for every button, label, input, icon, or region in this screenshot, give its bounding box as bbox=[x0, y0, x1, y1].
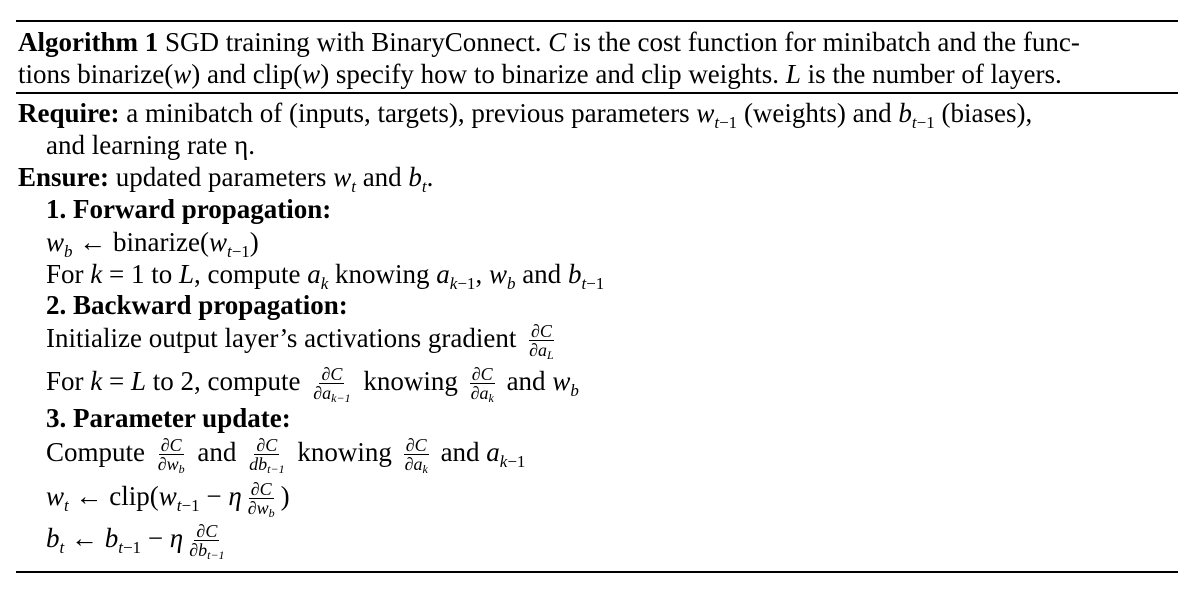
backward-loop-line: For k = L to 2, compute $\frac{\partial C}{\partial a_{k-1}}$ knowing $\frac{\partial C}{\partial a_k}$ and $w_b$ bbox=[46, 364, 579, 406]
backward-init-line bbox=[46, 321, 560, 363]
caption-text-2: is the cost function for minibatch and the func- bbox=[572, 27, 1080, 57]
knowing-1: knowing bbox=[363, 366, 458, 396]
knowing-2: knowing bbox=[297, 437, 392, 467]
frac-dC-dak: $\frac{\partial C}{\partial a_k}$ bbox=[470, 364, 494, 406]
caption-text-3: tions binarize( bbox=[18, 59, 174, 89]
caption-text-5: ) specify how to binarize and clip weights. bbox=[320, 59, 780, 89]
require-line: Require: a minibatch of (inputs, targets), previous parameters $w_{t-1}$ (weights) and $b_{t-1}$ (biases), bbox=[18, 98, 1033, 132]
and-2: and bbox=[506, 366, 546, 396]
require-text-2: (weights) and bbox=[743, 98, 892, 128]
top-rule bbox=[16, 20, 1178, 22]
forward-title: 1. Forward propagation: bbox=[46, 194, 332, 224]
init-text: Initialize output layer’s activations gradient bbox=[46, 323, 517, 353]
frac-dC-dak-1: $\frac{\partial C}{\partial a_{k-1}}$ bbox=[313, 364, 351, 406]
frac-dC-dbt-1: $\frac{\partial C}{db_{t-1}}$ bbox=[249, 435, 285, 477]
caption-text-6: is the number of layers. bbox=[807, 59, 1062, 89]
bottom-rule bbox=[16, 571, 1178, 573]
require-text-3: (biases), bbox=[941, 98, 1033, 128]
algorithm-caption-line-1: Algorithm 1 SGD training with BinaryConnect. C is the cost function for minibatch and the func- bbox=[18, 27, 1080, 57]
forward-loop-line: For k = 1 to L, compute $a_k$ knowing $a_{k-1}$, $w_b$ and $b_{t-1}$ bbox=[46, 259, 605, 293]
clip-label: clip( bbox=[109, 481, 159, 511]
update-compute-line: Compute $\frac{\partial C}{\partial w_b}$ and $\frac{\partial C}{db_{t-1}}$ knowing $\frac{\partial C}{\partial a_k}$ and $a_{k-1}$ bbox=[46, 435, 526, 477]
require-text-1: a minibatch of (inputs, targets), previous parameters bbox=[126, 98, 690, 128]
update-weight-line: $w_t$ ← $clip(w_{t-1} - \eta$ $\frac{\partial C}{\partial w_b}$ ) bbox=[46, 479, 290, 521]
backward-title: 2. Backward propagation: bbox=[46, 290, 348, 320]
algorithm-label: Algorithm 1 bbox=[18, 27, 159, 57]
require-label: Require: bbox=[18, 98, 120, 128]
and-4: and bbox=[440, 437, 480, 467]
algorithm-caption-line-2: tions binarize(w) and clip(w) specify how to binarize and clip weights. L is the number of layers. bbox=[18, 59, 1062, 89]
for-fwd-1: For bbox=[46, 259, 84, 289]
frac-dC-dwb-2: $\frac{\partial C}{\partial w_b}$ bbox=[247, 479, 275, 521]
and-1: and bbox=[522, 259, 562, 289]
binarize-label: binarize( bbox=[113, 227, 209, 257]
caption-text-1: SGD training with BinaryConnect. bbox=[164, 27, 542, 57]
update-title: 3. Parameter update: bbox=[46, 403, 291, 433]
frac-dC-dbt-1-2: $\frac{\partial C}{\partial b_{t-1}}$ bbox=[189, 521, 225, 563]
for-back-1: For bbox=[46, 366, 84, 396]
ensure-text-2: and bbox=[362, 162, 402, 192]
for-fwd-2: = 1 to bbox=[109, 259, 173, 289]
frac-dC-dak-2: $\frac{\partial C}{\partial a_k}$ bbox=[404, 435, 428, 477]
require-text-4: and learning rate η. bbox=[46, 130, 256, 160]
caption-rule bbox=[16, 92, 1178, 94]
require-line-2 bbox=[46, 129, 255, 161]
for-back-2: to 2, compute bbox=[152, 366, 301, 396]
frac-dC-daL: $\frac{\partial C}{\partial a_L}$ bbox=[529, 321, 554, 363]
forward-binarize-line: $w_b$ ← $binarize(w_{t-1})$ bbox=[46, 227, 259, 261]
frac-dC-dwb: $\frac{\partial C}{\partial w_b}$ bbox=[157, 435, 185, 477]
for-fwd-3: , compute bbox=[194, 259, 301, 289]
update-bias-line: $b_t$ ← $b_{t-1} - \eta$ $\frac{\partial C}{\partial b_{t-1}}$ bbox=[46, 521, 225, 563]
ensure-line: Ensure: updated parameters $w_t$ and $b_t$. bbox=[18, 162, 434, 196]
for-fwd-4: knowing bbox=[335, 259, 430, 289]
ensure-text-1: updated parameters bbox=[115, 162, 327, 192]
ensure-label: Ensure: bbox=[18, 162, 110, 192]
compute-label: Compute bbox=[46, 437, 145, 467]
and-3: and bbox=[197, 437, 237, 467]
caption-text-4: ) and clip( bbox=[191, 59, 303, 89]
